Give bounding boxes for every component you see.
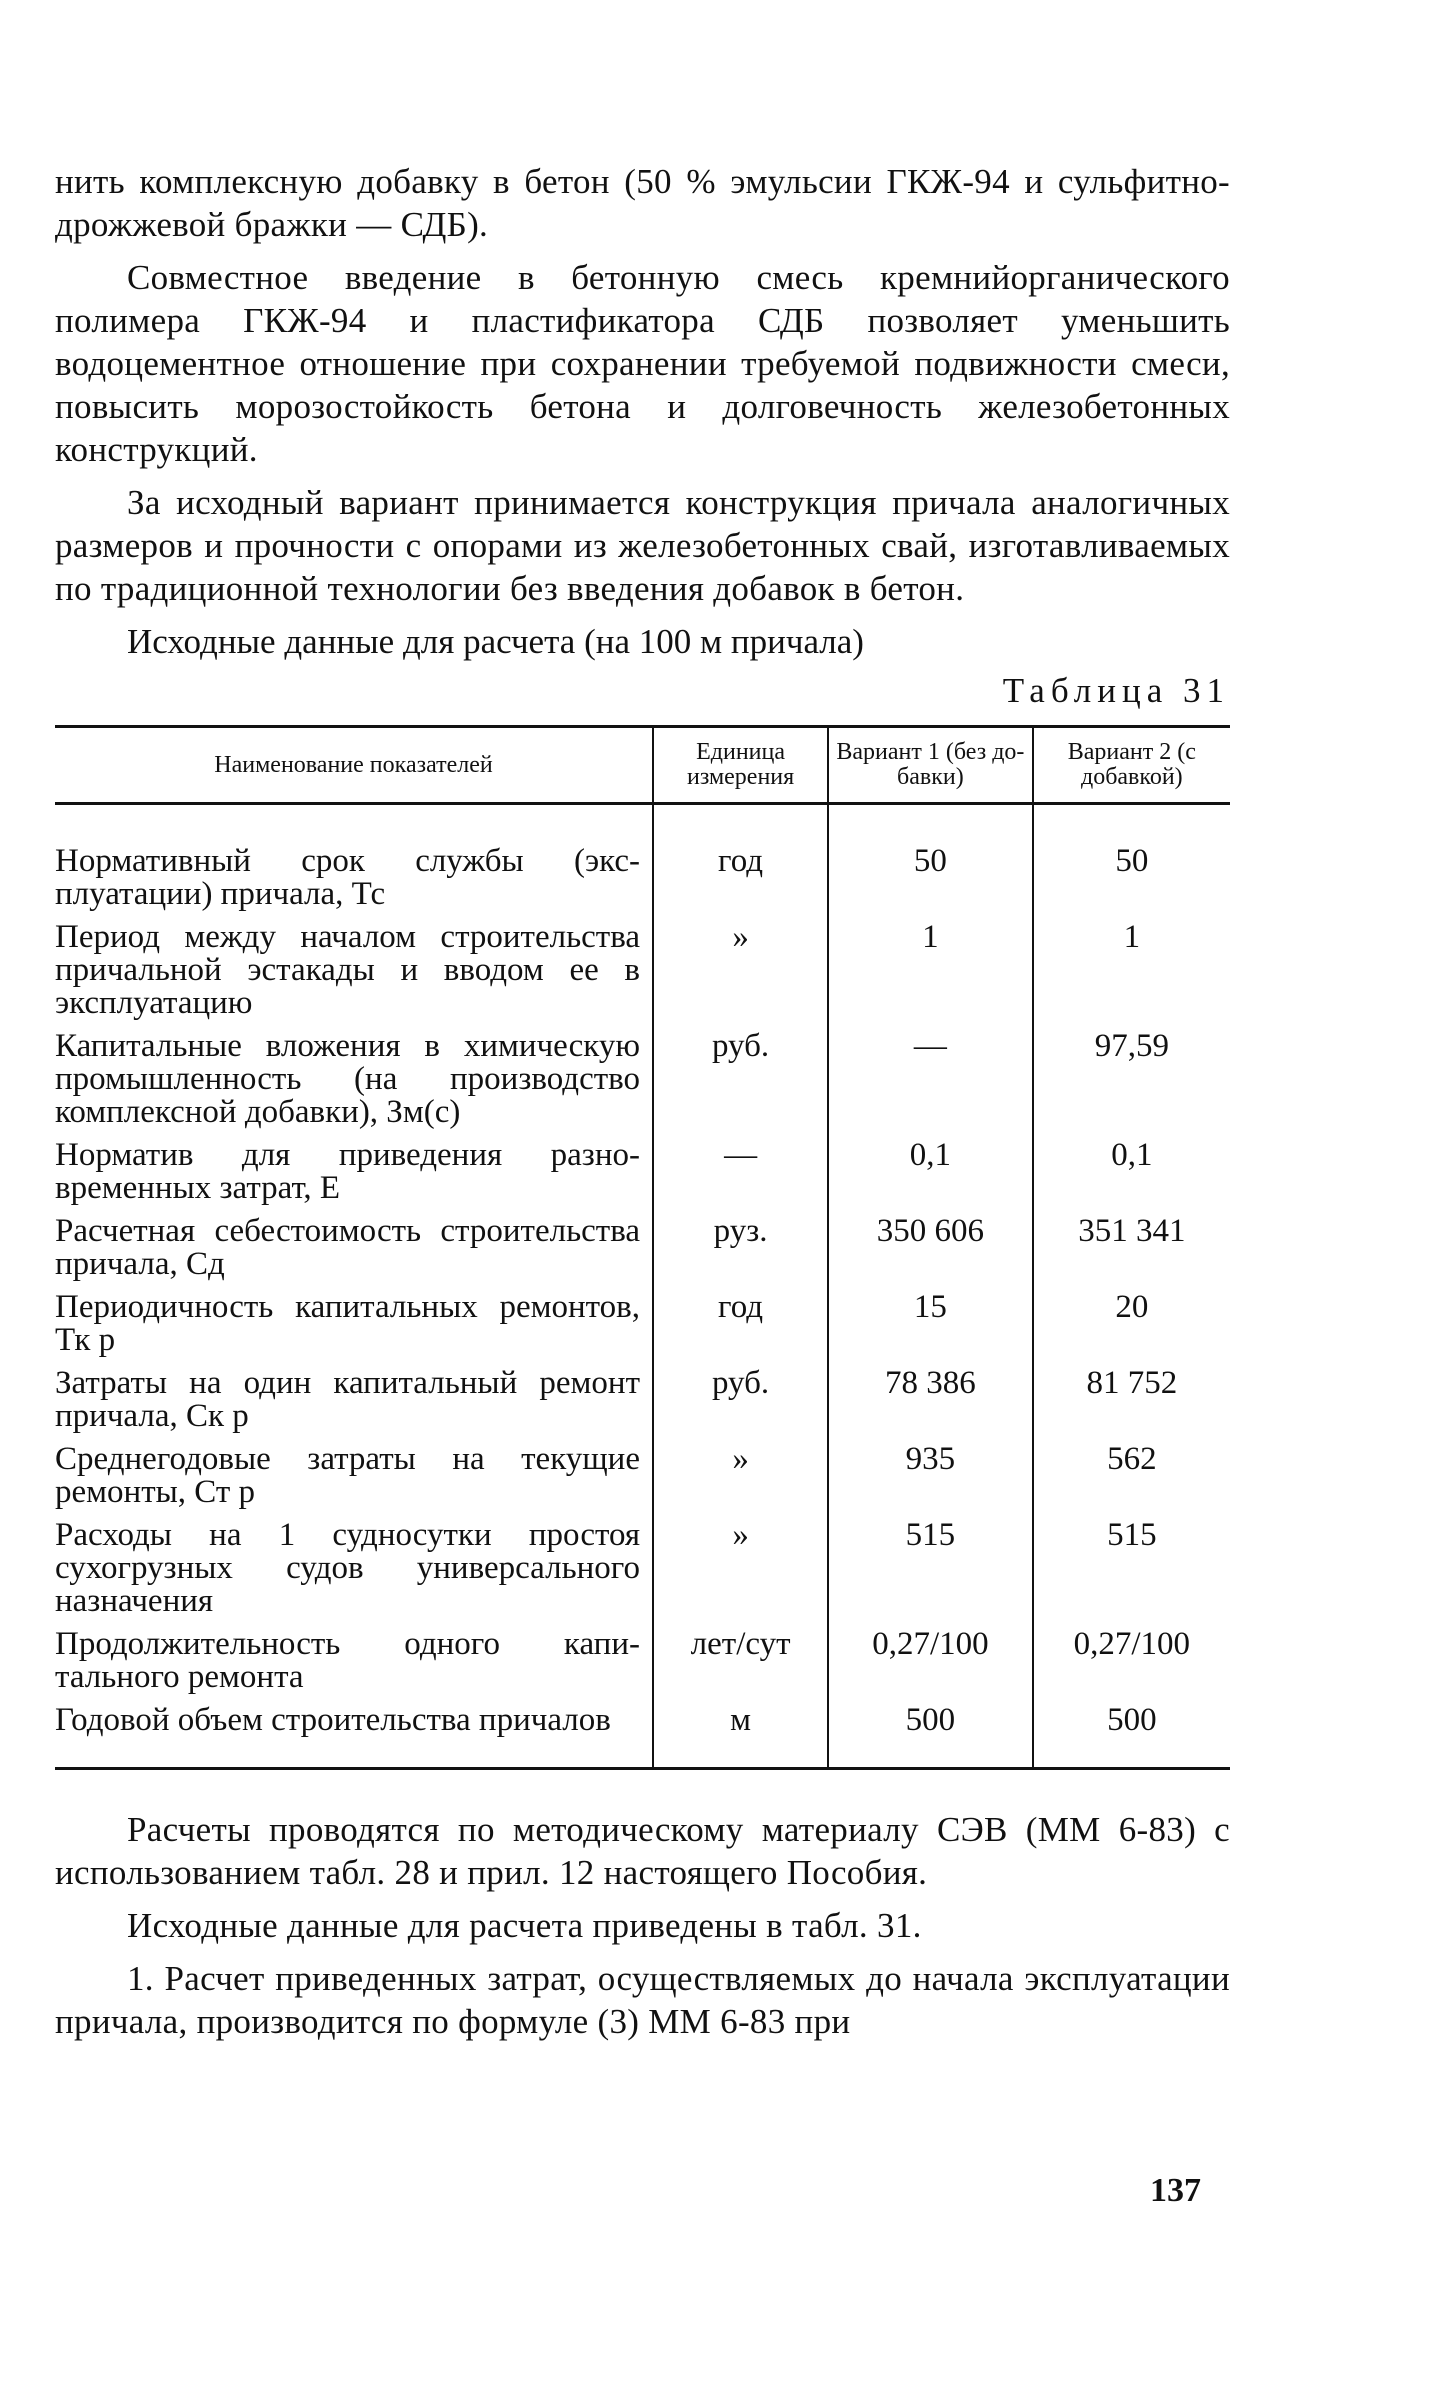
paragraph-baseline-variant: За исходный вариант принимается конструкция причала аналогичных размеров и прочности с опорами из железобетонных свай, изготавливаемых по традиционной технологии без введения добавок в бетон. [55,483,1230,608]
row-unit: лет/сут [653,1625,828,1701]
row-name: Периодичность капитальных ремонтов, Тк р [55,1289,640,1358]
table-row [55,1701,1230,1769]
paragraph-data-reference: Исходные данные для расчета приведены в табл. 31. [127,1906,922,1945]
row-variant-1: 0,1 [828,1136,1033,1212]
row-variant-1: 935 [828,1440,1033,1516]
table-row [55,1440,1230,1516]
header-unit: Единица измерения [653,727,828,804]
row-variant-2: 20 [1033,1288,1230,1364]
row-variant-1: 500 [828,1701,1033,1769]
row-variant-1: 1 [828,918,1033,1027]
paragraph-continuation: нить комплексную добавку в бетон (50 % эмульсии ГКЖ-94 и сульфитно-дрожжевой бражки — СДБ). [55,162,1230,244]
row-unit: руб. [653,1364,828,1440]
row-unit: м [653,1701,828,1769]
data-table [55,725,1230,1770]
row-variant-1: 15 [828,1288,1033,1364]
header-indicator-name: Наименование показателей [214,751,493,778]
row-name: Период между началом строительства причальной эстакады и вводом ее в эксплуатацию [55,919,640,1021]
row-variant-2: 351 341 [1033,1212,1230,1288]
row-variant-1: 78 386 [828,1364,1033,1440]
paragraph-calculation-step-1: 1. Расчет приведенных затрат, осуществляемых до начала эксплуатации причала, производится по формуле (3) ММ 6-83 при [55,1959,1230,2041]
table-label: Таблица 31 [1002,671,1230,710]
table-row [55,1136,1230,1212]
table-row [55,1027,1230,1136]
row-variant-2: 81 752 [1033,1364,1230,1440]
row-name: Продолжительность одного капитального ремонта [55,1626,640,1695]
row-unit: год [653,1288,828,1364]
row-name: Норматив для приведения разновременных затрат, Е [55,1137,640,1206]
row-variant-2: 1 [1033,918,1230,1027]
table-caption: Исходные данные для расчета (на 100 м причала) [127,622,864,661]
row-name: Затраты на один капитальный ремонт причала, Ск р [55,1365,640,1434]
table-row [55,804,1230,919]
paragraph-methodology: Расчеты проводятся по методическому материалу СЭВ (ММ 6-83) с использованием табл. 28 и прил. 12 настоящего Пособия. [55,1810,1230,1892]
row-unit: — [653,1136,828,1212]
row-variant-2: 515 [1033,1516,1230,1625]
row-variant-1: — [828,1027,1033,1136]
header-variant-1: Вариант 1 (без добавки) [828,727,1033,804]
row-variant-2: 562 [1033,1440,1230,1516]
row-variant-2: 97,59 [1033,1027,1230,1136]
table-row [55,1516,1230,1625]
table-row [55,1625,1230,1701]
row-name: Среднегодовые затраты на текущие ремонты, Ст р [55,1441,640,1510]
paragraph-combined-introduction: Совместное введение в бетонную смесь кремнийорганического полимера ГКЖ-94 и пластификатора СДБ позволяет уменьшить водоцементное отношение при сохранении требуемой подвижности смеси, повысить морозостойкость бетона и долговечность железобетонных конструкций. [55,258,1230,469]
row-variant-2: 50 [1033,804,1230,919]
row-variant-2: 0,1 [1033,1136,1230,1212]
row-unit: руз. [653,1212,828,1288]
row-unit: » [653,1516,828,1625]
table-row [55,1212,1230,1288]
table-row [55,1288,1230,1364]
row-variant-1: 0,27/100 [828,1625,1033,1701]
row-variant-1: 50 [828,804,1033,919]
row-unit: руб. [653,1027,828,1136]
row-unit: » [653,1440,828,1516]
page-number: 137 [1150,2172,1201,2209]
table-row [55,918,1230,1027]
row-name: Капитальные вложения в химическую промышленность (на производство комплексной добавки), Зм(с) [55,1028,640,1130]
row-variant-2: 0,27/100 [1033,1625,1230,1701]
row-variant-1: 515 [828,1516,1033,1625]
header-variant-2: Вариант 2 (с добавкой) [1033,727,1230,804]
row-name: Расчетная себестоимость строительства причала, Сд [55,1213,640,1282]
row-name: Расходы на 1 судносутки простоя сухогрузных судов универсального назначения [55,1517,640,1619]
row-name: Годовой объем строительства причалов [55,1702,611,1738]
row-variant-2: 500 [1033,1701,1230,1769]
row-variant-1: 350 606 [828,1212,1033,1288]
row-unit: год [653,804,828,919]
table-row [55,1364,1230,1440]
row-name: Нормативный срок службы (эксплуатации) причала, Тс [55,843,640,912]
document-page [55,160,1230,2043]
row-unit: » [653,918,828,1027]
table-header-row [55,727,1230,804]
